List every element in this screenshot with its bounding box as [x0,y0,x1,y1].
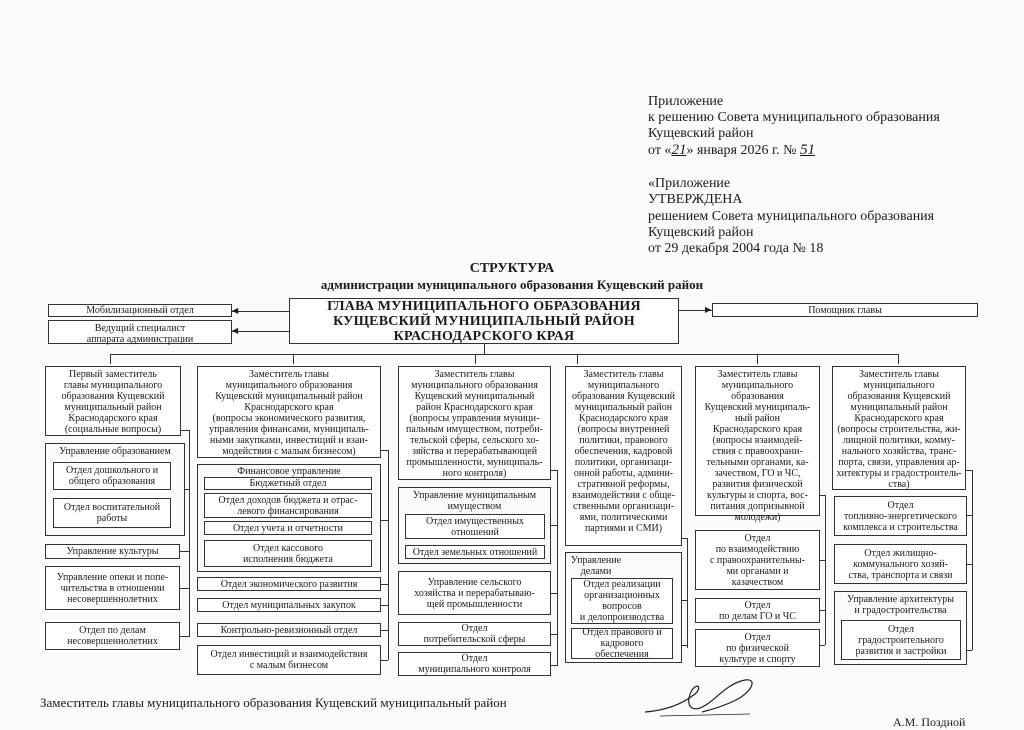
finance-department: Финансовое управление [237,466,341,477]
affairs-management: Управление делами [570,555,622,577]
property-relations-department: Отдел имущественных отношений [405,514,545,539]
approved-by: решением Совета муниципального образования [648,209,935,224]
connector [232,311,289,312]
date-number: 51 [799,142,815,158]
deputy-head-internal-policy: Заместитель главы муниципального образования Кущевский муниципальный район Краснодарского края (вопросы внутренней политики, правового обеспечения, кадровой политики, организаци- онной работы, админи- стративной реформы, взаимодействия с обще- ственными организаци- ями, политическими партиями и СМИ) [565,366,682,546]
upbringing-department: Отдел воспитательной работы [53,498,171,528]
deputy-head-property: Заместитель главы муниципального образования Кущевский муниципальный район Краснодарского края (вопросы управления муници- пальным имуществом, потреби- тельской сферы, сельского хо- зяйства и перерабатывающей промышленности, муниципаль- ного контроля) [398,366,551,480]
connector [687,538,688,648]
municipal-procurement-department: Отдел муниципальных закупок [197,598,381,612]
connector [381,605,388,606]
connector [293,354,294,364]
quote-attachment: «Приложение [648,176,731,191]
connector [557,470,558,666]
consumer-sphere-department: Отдел потребительской сферы [398,622,551,646]
connector [551,665,557,666]
attachment-label: Приложение [648,94,724,109]
legal-personnel-department: Отдел правового и кадрового обеспечения [571,628,673,659]
connector [967,650,972,651]
connector [682,538,687,539]
footer-deputy: Заместитель главы муниципального образования Кущевский муниципальный район [40,695,507,710]
connector [825,495,826,645]
accounting-department: Отдел учета и отчетности [204,521,372,535]
structure-subtitle: администрации муниципального образования Кущевский район [320,277,704,292]
connector [388,450,389,660]
preschool-education-department: Отдел дошкольного и общего образования [53,462,171,490]
energy-construction-department: Отдел топливно-энергетического комплекса и строительства [834,496,967,536]
decision-date-line [648,142,815,159]
connector [682,645,687,646]
connector [551,634,557,635]
connector [381,584,388,585]
sport-department: Отдел по физической культуре и спорту [695,629,820,667]
connector [181,430,189,431]
connector [577,354,578,364]
deputy-head-construction: Заместитель главы муниципального образования Кущевский муниципальный район Краснодарского края (вопросы строительства, жи- лищной политики, комму- нального хозяйства, транс- порта, связи, управления ар- хитектуры и градостроитель- ства) [832,366,966,490]
urban-planning-department: Отдел градостроительного развития и застройки [841,620,961,660]
deputy-head-economy: Заместитель главы муниципального образования Кущевский муниципальный район Краснодарского края (вопросы экономического развития, управления финансами, муниципаль- ными закупками, инвестиций и взаи- модействия с малым бизнесом) [197,366,381,458]
approved-date: от 29 декабря 2004 года № 18 [648,241,824,256]
signature-icon [640,672,770,720]
connector [551,593,557,594]
first-deputy-head: Первый заместитель главы муниципального образования Кущевский муниципальный район Краснодарского края (социальные вопросы) [45,366,181,436]
education-department: Управление образованием [59,446,171,457]
housing-utilities-department: Отдел жилищно- коммунального хозяй- ства, транспорта и связи [834,544,967,584]
head-of-municipality: ГЛАВА МУНИЦИПАЛЬНОГО ОБРАЗОВАНИЯ КУЩЕВСКИЙ МУНИЦИПАЛЬНЫЙ РАЙОН КРАСНОДАРСКОГО КРАЯ [289,298,679,344]
economic-development-department: Отдел экономического развития [197,577,381,591]
land-relations-department: Отдел земельных отношений [405,545,545,559]
connector [381,660,388,661]
arrow-right-icon: ▶ [705,305,712,314]
culture-department: Управление культуры [45,544,180,559]
connector [551,525,557,526]
audit-department: Контрольно-ревизионный отдел [197,623,381,637]
connector [189,430,190,637]
property-management: Управление муниципальным имуществом [412,490,537,512]
connector [180,636,189,637]
connector [232,331,289,332]
connector [484,344,485,354]
connector [682,600,687,601]
connector [185,489,189,490]
connector [757,354,758,364]
law-enforcement-department: Отдел по взаимодействию с правоохранительны- ми органами и казачеством [695,530,820,590]
arrow-left-icon: ◀ [232,306,239,315]
lead-specialist: Ведущий специалист аппарата администрации [48,320,232,344]
mobilization-department: Мобилизационный отдел [48,304,232,317]
connector [110,354,111,364]
date-prefix: от « [648,143,672,158]
connector [820,495,825,496]
approved-district: Кущевский район [648,225,754,240]
connector [551,470,557,471]
municipal-control-department: Отдел муниципального контроля [398,652,551,676]
civil-defense-department: Отдел по делам ГО и ЧС [695,598,820,623]
connector [381,450,388,451]
connector [898,354,899,364]
revenue-department: Отдел доходов бюджета и отрас- левого финансирования [204,493,372,518]
connector [180,551,189,552]
assistant-to-head: Помощник главы [712,303,978,317]
connector [967,515,972,516]
investment-department: Отдел инвестиций и взаимодействия с малым бизнесом [197,645,381,675]
connector [381,520,388,521]
arrow-left-icon: ◀ [232,326,239,335]
decision-line: к решению Совета муниципального образования [648,110,940,125]
treasury-department: Отдел кассового исполнения бюджета [204,540,372,567]
connector [820,645,825,646]
budget-department: Бюджетный отдел [204,477,372,490]
connector [972,470,973,650]
organizational-department: Отдел реализации организационных вопросов и делопроизводства [571,578,673,624]
footer-name: А.М. Поздной [893,715,966,729]
connector [180,588,189,589]
connector-bus [110,354,898,355]
district-line: Кущевский район [648,126,754,141]
approved-label: УТВЕРЖДЕНА [648,192,743,207]
date-day: 21 [671,142,687,158]
connector [820,610,825,611]
connector [381,630,388,631]
connector [967,564,972,565]
connector [820,560,825,561]
connector [966,470,972,471]
connector [475,354,476,364]
guardianship-department: Управление опеки и попе- чительства в отношении несовершеннолетних [45,566,180,610]
agriculture-department: Управление сельского хозяйства и перерабатываю- щей промышленности [398,571,551,615]
date-middle: » января 2026 г. № [686,143,797,158]
minors-affairs-department: Отдел по делам несовершеннолетних [45,622,180,650]
structure-title: СТРУКТУРА [469,261,555,276]
architecture-department: Управление архитектуры и градостроительства [847,594,954,616]
deputy-head-law-enforcement: Заместитель главы муниципального образования Кущевский муниципаль- ный район Краснодарского края (вопросы взаимодей- ствия с правоохрани- тельными органами, ка- зачеством, ГО и ЧС, развития физической культуры и спорта, вос- питания допризывной молодежи) [695,366,820,516]
